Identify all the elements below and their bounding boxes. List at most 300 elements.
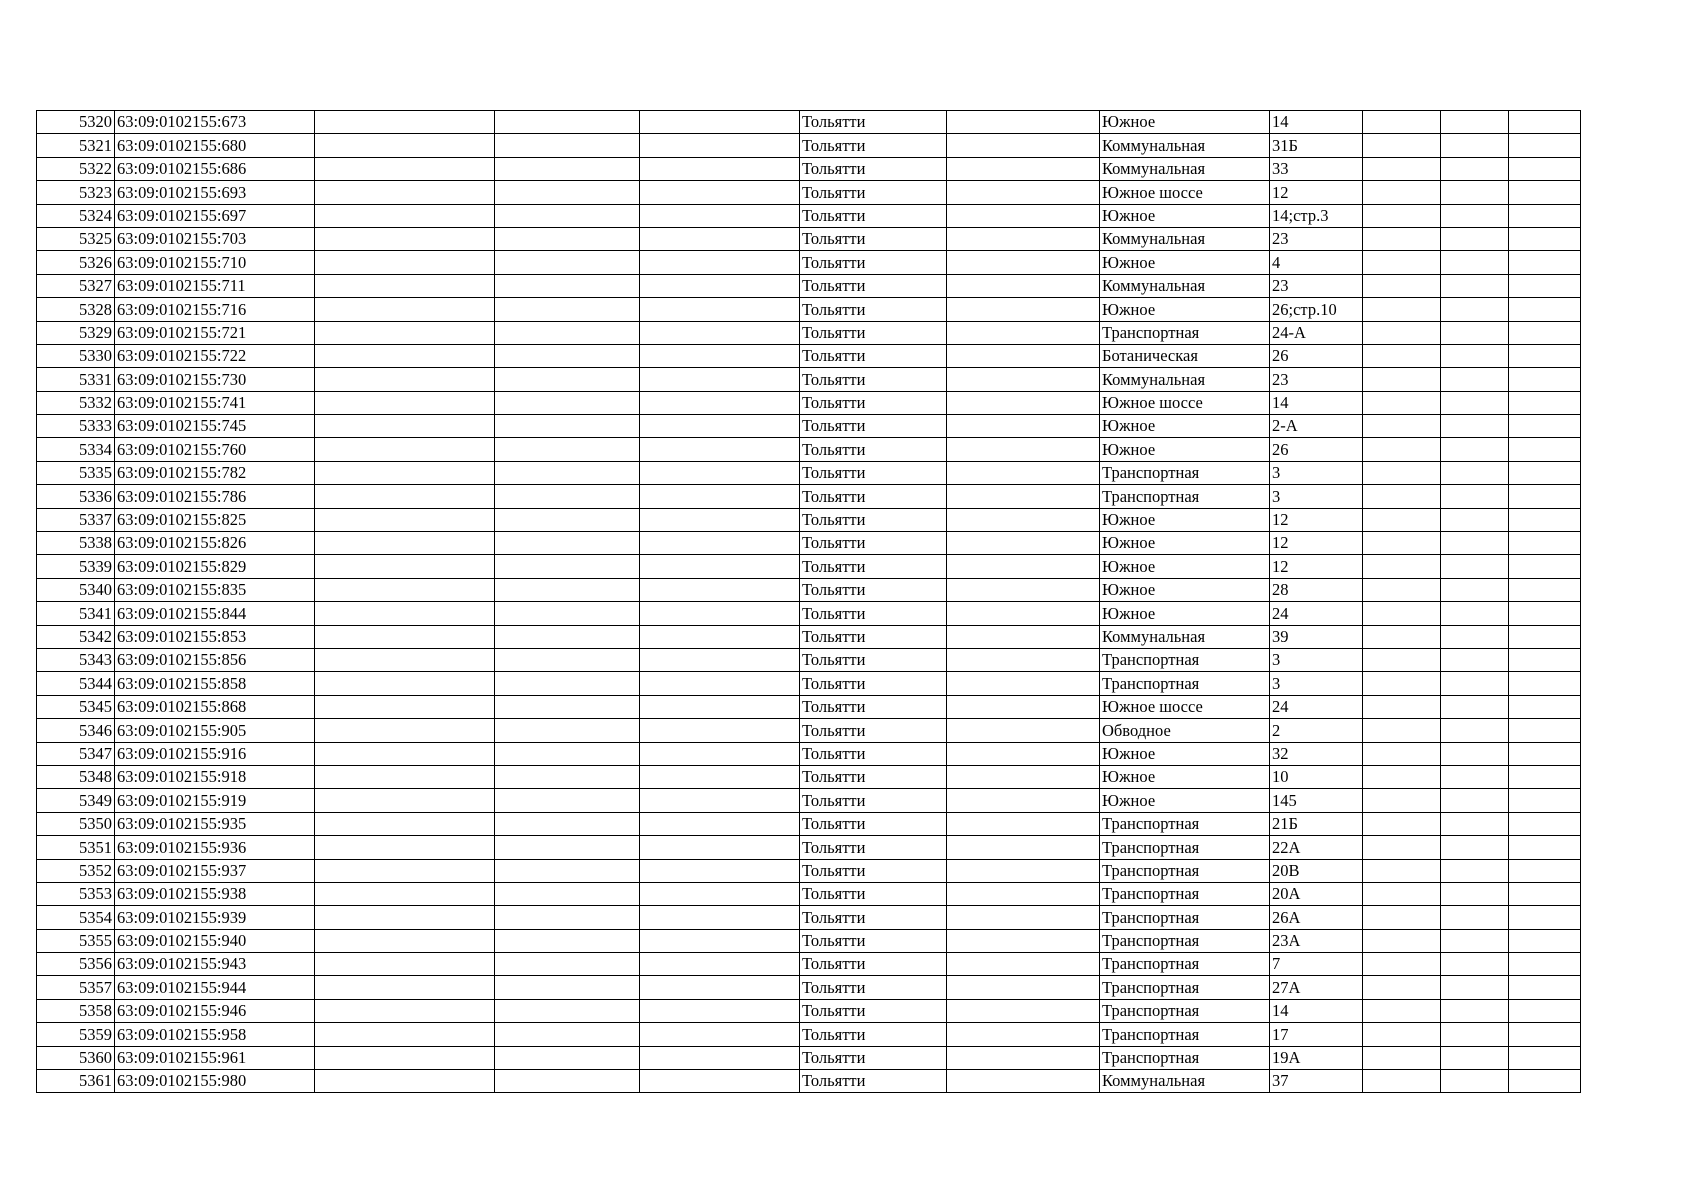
row-number: 5357 — [37, 976, 115, 999]
empty-cell — [947, 438, 1100, 461]
table-row — [37, 111, 1581, 134]
row-number: 5359 — [37, 1023, 115, 1046]
empty-cell — [315, 227, 495, 250]
empty-cell — [640, 578, 800, 601]
house-cell: 10 — [1270, 765, 1363, 788]
empty-cell — [495, 204, 640, 227]
empty-cell — [495, 157, 640, 180]
empty-cell — [947, 953, 1100, 976]
cadastral-number: 63:09:0102155:786 — [115, 485, 315, 508]
cadastral-number: 63:09:0102155:919 — [115, 789, 315, 812]
empty-cell — [1509, 461, 1581, 484]
empty-cell — [640, 461, 800, 484]
empty-cell — [1363, 298, 1441, 321]
empty-cell — [1509, 953, 1581, 976]
table-row — [37, 508, 1581, 531]
empty-cell — [640, 321, 800, 344]
table-row — [37, 251, 1581, 274]
empty-cell — [315, 1023, 495, 1046]
row-number: 5342 — [37, 625, 115, 648]
empty-cell — [1441, 344, 1509, 367]
empty-cell — [640, 648, 800, 671]
empty-cell — [947, 719, 1100, 742]
empty-cell — [1441, 415, 1509, 438]
empty-cell — [640, 532, 800, 555]
cadastral-number: 63:09:0102155:935 — [115, 812, 315, 835]
street-cell: Южное шоссе — [1100, 391, 1270, 414]
empty-cell — [947, 508, 1100, 531]
house-cell: 19А — [1270, 1046, 1363, 1069]
empty-cell — [947, 672, 1100, 695]
table-row — [37, 204, 1581, 227]
empty-cell — [640, 999, 800, 1022]
empty-cell — [1441, 438, 1509, 461]
row-number: 5341 — [37, 602, 115, 625]
empty-cell — [315, 181, 495, 204]
empty-cell — [947, 251, 1100, 274]
street-cell: Транспортная — [1100, 461, 1270, 484]
empty-cell — [495, 532, 640, 555]
house-cell: 23 — [1270, 368, 1363, 391]
table-row — [37, 602, 1581, 625]
empty-cell — [1363, 391, 1441, 414]
street-cell: Транспортная — [1100, 929, 1270, 952]
city-cell: Тольятти — [800, 555, 947, 578]
empty-cell — [315, 274, 495, 297]
empty-cell — [495, 111, 640, 134]
empty-cell — [1509, 134, 1581, 157]
empty-cell — [947, 906, 1100, 929]
empty-cell — [495, 227, 640, 250]
empty-cell — [947, 976, 1100, 999]
street-cell: Южное — [1100, 742, 1270, 765]
city-cell: Тольятти — [800, 438, 947, 461]
empty-cell — [1441, 953, 1509, 976]
city-cell: Тольятти — [800, 1023, 947, 1046]
empty-cell — [495, 181, 640, 204]
empty-cell — [947, 812, 1100, 835]
empty-cell — [1363, 227, 1441, 250]
empty-cell — [1441, 672, 1509, 695]
cadastral-number: 63:09:0102155:825 — [115, 508, 315, 531]
row-number: 5322 — [37, 157, 115, 180]
cadastral-number: 63:09:0102155:741 — [115, 391, 315, 414]
table-row — [37, 391, 1581, 414]
city-cell: Тольятти — [800, 321, 947, 344]
empty-cell — [1363, 508, 1441, 531]
row-number: 5339 — [37, 555, 115, 578]
cadastral-number: 63:09:0102155:716 — [115, 298, 315, 321]
row-number: 5324 — [37, 204, 115, 227]
empty-cell — [1363, 625, 1441, 648]
street-cell: Транспортная — [1100, 672, 1270, 695]
street-cell: Транспортная — [1100, 859, 1270, 882]
row-number: 5355 — [37, 929, 115, 952]
empty-cell — [495, 812, 640, 835]
empty-cell — [1441, 625, 1509, 648]
cadastral-number: 63:09:0102155:711 — [115, 274, 315, 297]
empty-cell — [1509, 321, 1581, 344]
empty-cell — [315, 976, 495, 999]
empty-cell — [1509, 929, 1581, 952]
city-cell: Тольятти — [800, 204, 947, 227]
empty-cell — [315, 415, 495, 438]
street-cell: Южное — [1100, 111, 1270, 134]
table-row — [37, 298, 1581, 321]
empty-cell — [1509, 765, 1581, 788]
empty-cell — [315, 578, 495, 601]
empty-cell — [495, 368, 640, 391]
empty-cell — [495, 906, 640, 929]
cadastral-number: 63:09:0102155:868 — [115, 695, 315, 718]
empty-cell — [1363, 555, 1441, 578]
empty-cell — [1363, 742, 1441, 765]
cadastral-number: 63:09:0102155:905 — [115, 719, 315, 742]
street-cell: Транспортная — [1100, 1046, 1270, 1069]
street-cell: Транспортная — [1100, 999, 1270, 1022]
empty-cell — [1441, 882, 1509, 905]
empty-cell — [1363, 251, 1441, 274]
table-row — [37, 368, 1581, 391]
empty-cell — [1363, 344, 1441, 367]
row-number: 5361 — [37, 1070, 115, 1093]
empty-cell — [1441, 298, 1509, 321]
empty-cell — [1509, 508, 1581, 531]
city-cell: Тольятти — [800, 812, 947, 835]
city-cell: Тольятти — [800, 227, 947, 250]
row-number: 5336 — [37, 485, 115, 508]
empty-cell — [495, 391, 640, 414]
city-cell: Тольятти — [800, 508, 947, 531]
empty-cell — [640, 181, 800, 204]
street-cell: Транспортная — [1100, 485, 1270, 508]
empty-cell — [1509, 298, 1581, 321]
empty-cell — [495, 578, 640, 601]
empty-cell — [315, 157, 495, 180]
empty-cell — [1363, 929, 1441, 952]
empty-cell — [495, 344, 640, 367]
empty-cell — [1363, 485, 1441, 508]
empty-cell — [640, 1046, 800, 1069]
street-cell: Коммунальная — [1100, 134, 1270, 157]
empty-cell — [495, 461, 640, 484]
empty-cell — [1363, 836, 1441, 859]
empty-cell — [947, 157, 1100, 180]
city-cell: Тольятти — [800, 485, 947, 508]
empty-cell — [315, 648, 495, 671]
empty-cell — [315, 368, 495, 391]
table-row — [37, 882, 1581, 905]
empty-cell — [1441, 508, 1509, 531]
empty-cell — [315, 111, 495, 134]
empty-cell — [315, 812, 495, 835]
empty-cell — [640, 812, 800, 835]
city-cell: Тольятти — [800, 836, 947, 859]
empty-cell — [1509, 742, 1581, 765]
empty-cell — [640, 157, 800, 180]
empty-cell — [1441, 812, 1509, 835]
city-cell: Тольятти — [800, 415, 947, 438]
city-cell: Тольятти — [800, 882, 947, 905]
empty-cell — [1441, 906, 1509, 929]
empty-cell — [315, 789, 495, 812]
empty-cell — [495, 508, 640, 531]
table-row — [37, 1070, 1581, 1093]
cadastral-number: 63:09:0102155:946 — [115, 999, 315, 1022]
city-cell: Тольятти — [800, 976, 947, 999]
row-number: 5331 — [37, 368, 115, 391]
empty-cell — [640, 1070, 800, 1093]
table-row — [37, 836, 1581, 859]
row-number: 5346 — [37, 719, 115, 742]
cadastral-number: 63:09:0102155:937 — [115, 859, 315, 882]
row-number: 5323 — [37, 181, 115, 204]
street-cell: Транспортная — [1100, 953, 1270, 976]
street-cell: Южное — [1100, 508, 1270, 531]
house-cell: 39 — [1270, 625, 1363, 648]
empty-cell — [315, 742, 495, 765]
house-cell: 24-А — [1270, 321, 1363, 344]
row-number: 5335 — [37, 461, 115, 484]
row-number: 5344 — [37, 672, 115, 695]
empty-cell — [1363, 976, 1441, 999]
cadastral-number: 63:09:0102155:936 — [115, 836, 315, 859]
row-number: 5352 — [37, 859, 115, 882]
empty-cell — [1363, 953, 1441, 976]
street-cell: Транспортная — [1100, 882, 1270, 905]
registry-body — [37, 111, 1581, 1093]
empty-cell — [640, 859, 800, 882]
row-number: 5333 — [37, 415, 115, 438]
empty-cell — [947, 181, 1100, 204]
empty-cell — [1441, 836, 1509, 859]
empty-cell — [315, 672, 495, 695]
city-cell: Тольятти — [800, 134, 947, 157]
house-cell: 21Б — [1270, 812, 1363, 835]
empty-cell — [640, 672, 800, 695]
empty-cell — [640, 438, 800, 461]
empty-cell — [315, 625, 495, 648]
cadastral-number: 63:09:0102155:721 — [115, 321, 315, 344]
row-number: 5358 — [37, 999, 115, 1022]
house-cell: 14;стр.3 — [1270, 204, 1363, 227]
row-number: 5332 — [37, 391, 115, 414]
empty-cell — [315, 298, 495, 321]
empty-cell — [315, 836, 495, 859]
street-cell: Транспортная — [1100, 1023, 1270, 1046]
cadastral-number: 63:09:0102155:943 — [115, 953, 315, 976]
empty-cell — [640, 953, 800, 976]
empty-cell — [1509, 695, 1581, 718]
empty-cell — [1509, 1070, 1581, 1093]
empty-cell — [1441, 742, 1509, 765]
house-cell: 17 — [1270, 1023, 1363, 1046]
empty-cell — [495, 298, 640, 321]
street-cell: Южное — [1100, 204, 1270, 227]
street-cell: Коммунальная — [1100, 368, 1270, 391]
empty-cell — [1509, 391, 1581, 414]
cadastral-number: 63:09:0102155:853 — [115, 625, 315, 648]
empty-cell — [1509, 204, 1581, 227]
empty-cell — [1363, 789, 1441, 812]
row-number: 5330 — [37, 344, 115, 367]
street-cell: Ботаническая — [1100, 344, 1270, 367]
house-cell: 2-А — [1270, 415, 1363, 438]
empty-cell — [495, 999, 640, 1022]
registry-table — [36, 110, 1581, 1093]
street-cell: Южное — [1100, 765, 1270, 788]
house-cell: 26А — [1270, 906, 1363, 929]
empty-cell — [495, 602, 640, 625]
empty-cell — [1509, 251, 1581, 274]
row-number: 5360 — [37, 1046, 115, 1069]
empty-cell — [1509, 181, 1581, 204]
empty-cell — [495, 648, 640, 671]
empty-cell — [1363, 906, 1441, 929]
city-cell: Тольятти — [800, 999, 947, 1022]
city-cell: Тольятти — [800, 181, 947, 204]
house-cell: 2 — [1270, 719, 1363, 742]
empty-cell — [315, 344, 495, 367]
empty-cell — [1441, 765, 1509, 788]
empty-cell — [1509, 1023, 1581, 1046]
empty-cell — [640, 274, 800, 297]
house-cell: 12 — [1270, 508, 1363, 531]
street-cell: Коммунальная — [1100, 157, 1270, 180]
street-cell: Транспортная — [1100, 812, 1270, 835]
empty-cell — [947, 415, 1100, 438]
street-cell: Коммунальная — [1100, 274, 1270, 297]
empty-cell — [315, 555, 495, 578]
empty-cell — [640, 765, 800, 788]
empty-cell — [1441, 976, 1509, 999]
house-cell: 24 — [1270, 602, 1363, 625]
empty-cell — [640, 298, 800, 321]
cadastral-number: 63:09:0102155:939 — [115, 906, 315, 929]
empty-cell — [947, 204, 1100, 227]
row-number: 5349 — [37, 789, 115, 812]
empty-cell — [1363, 859, 1441, 882]
cadastral-number: 63:09:0102155:980 — [115, 1070, 315, 1093]
empty-cell — [947, 882, 1100, 905]
empty-cell — [315, 461, 495, 484]
street-cell: Южное — [1100, 438, 1270, 461]
empty-cell — [640, 485, 800, 508]
empty-cell — [315, 906, 495, 929]
row-number: 5345 — [37, 695, 115, 718]
empty-cell — [1363, 719, 1441, 742]
empty-cell — [1441, 532, 1509, 555]
empty-cell — [1441, 602, 1509, 625]
row-number: 5356 — [37, 953, 115, 976]
empty-cell — [947, 461, 1100, 484]
empty-cell — [947, 742, 1100, 765]
empty-cell — [495, 1046, 640, 1069]
row-number: 5353 — [37, 882, 115, 905]
empty-cell — [1509, 415, 1581, 438]
city-cell: Тольятти — [800, 789, 947, 812]
empty-cell — [1509, 1046, 1581, 1069]
empty-cell — [1509, 648, 1581, 671]
city-cell: Тольятти — [800, 251, 947, 274]
empty-cell — [947, 321, 1100, 344]
table-row — [37, 227, 1581, 250]
empty-cell — [947, 344, 1100, 367]
empty-cell — [495, 415, 640, 438]
table-row — [37, 719, 1581, 742]
empty-cell — [1509, 274, 1581, 297]
empty-cell — [315, 765, 495, 788]
empty-cell — [315, 508, 495, 531]
street-cell: Транспортная — [1100, 648, 1270, 671]
house-cell: 26 — [1270, 438, 1363, 461]
empty-cell — [1441, 929, 1509, 952]
empty-cell — [495, 765, 640, 788]
city-cell: Тольятти — [800, 368, 947, 391]
house-cell: 3 — [1270, 648, 1363, 671]
empty-cell — [1509, 344, 1581, 367]
empty-cell — [947, 555, 1100, 578]
house-cell: 27А — [1270, 976, 1363, 999]
empty-cell — [1363, 648, 1441, 671]
empty-cell — [947, 602, 1100, 625]
empty-cell — [1363, 461, 1441, 484]
street-cell: Южное — [1100, 532, 1270, 555]
house-cell: 20А — [1270, 882, 1363, 905]
empty-cell — [315, 929, 495, 952]
house-cell: 28 — [1270, 578, 1363, 601]
empty-cell — [947, 625, 1100, 648]
table-row — [37, 485, 1581, 508]
empty-cell — [640, 719, 800, 742]
city-cell: Тольятти — [800, 532, 947, 555]
empty-cell — [947, 1070, 1100, 1093]
empty-cell — [1441, 859, 1509, 882]
empty-cell — [1441, 1023, 1509, 1046]
house-cell: 24 — [1270, 695, 1363, 718]
cadastral-number: 63:09:0102155:826 — [115, 532, 315, 555]
empty-cell — [1509, 368, 1581, 391]
empty-cell — [1441, 157, 1509, 180]
empty-cell — [640, 976, 800, 999]
house-cell: 23 — [1270, 227, 1363, 250]
empty-cell — [947, 111, 1100, 134]
empty-cell — [1441, 368, 1509, 391]
row-number: 5320 — [37, 111, 115, 134]
cadastral-number: 63:09:0102155:697 — [115, 204, 315, 227]
row-number: 5340 — [37, 578, 115, 601]
city-cell: Тольятти — [800, 929, 947, 952]
house-cell: 14 — [1270, 391, 1363, 414]
table-row — [37, 999, 1581, 1022]
empty-cell — [947, 391, 1100, 414]
empty-cell — [1441, 111, 1509, 134]
empty-cell — [495, 695, 640, 718]
empty-cell — [315, 1046, 495, 1069]
city-cell: Тольятти — [800, 274, 947, 297]
cadastral-number: 63:09:0102155:782 — [115, 461, 315, 484]
empty-cell — [1441, 695, 1509, 718]
city-cell: Тольятти — [800, 719, 947, 742]
empty-cell — [947, 648, 1100, 671]
empty-cell — [640, 344, 800, 367]
table-row — [37, 134, 1581, 157]
empty-cell — [495, 882, 640, 905]
empty-cell — [947, 765, 1100, 788]
row-number: 5351 — [37, 836, 115, 859]
city-cell: Тольятти — [800, 578, 947, 601]
row-number: 5337 — [37, 508, 115, 531]
